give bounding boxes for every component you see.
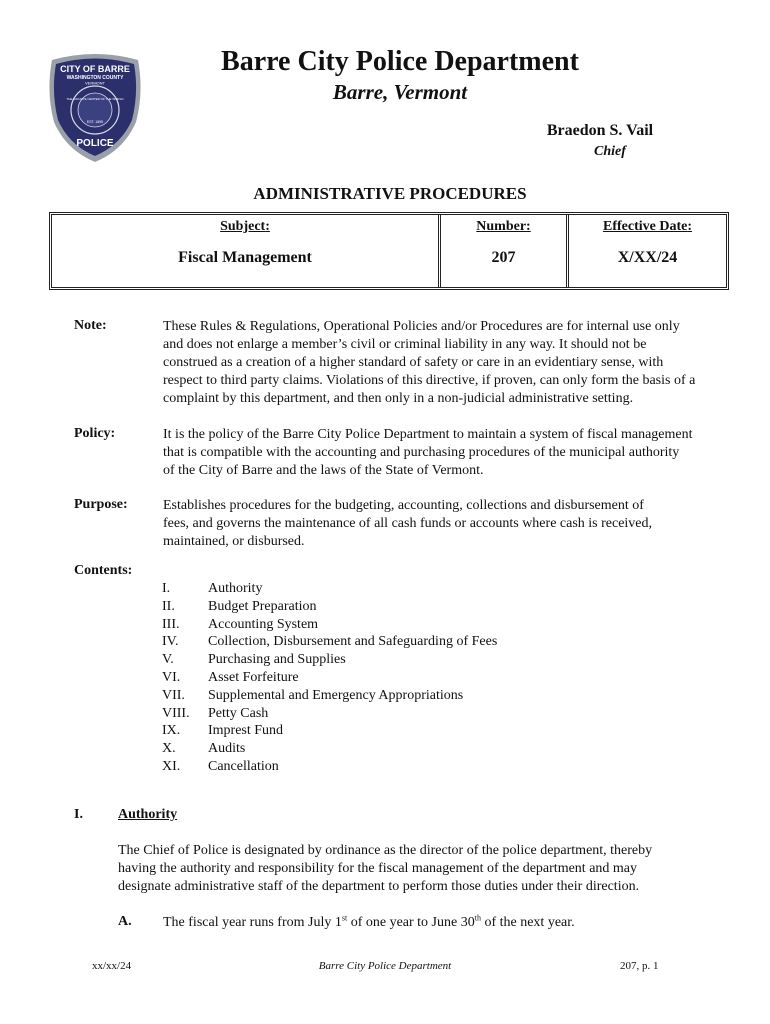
superscript: st <box>341 913 348 923</box>
toc-item <box>162 740 497 758</box>
toc-number: IX. <box>162 723 181 739</box>
subject-label: Subject <box>220 219 266 234</box>
toc-title: Imprest Fund <box>208 723 284 739</box>
footer-department: Barre City Police Department <box>318 960 452 972</box>
badge-county-text: WASHINGTON COUNTY <box>66 75 124 81</box>
toc-item <box>162 598 497 616</box>
policy-text <box>163 426 693 480</box>
section-line: The Chief of Police is designated by ordinance as the director of the police department, thereby <box>118 843 653 858</box>
date-label: Effective Date <box>602 219 688 234</box>
badge-top-text: CITY OF BARRE <box>60 64 130 74</box>
policy-line: that is compatible with the accounting and purchasing procedures of the municipal authority <box>163 445 680 460</box>
toc-title: Audits <box>208 741 246 757</box>
note-line: respect to third party claims. Violations of this directive, if proven, can only form the basis of a <box>163 373 696 388</box>
badge-bottom-text: POLICE <box>76 138 114 149</box>
policy-line: It is the policy of the Barre City Police Department to maintain a system of fiscal management <box>163 427 693 442</box>
chief-title: Chief <box>594 144 626 159</box>
toc-title: Budget Preparation <box>208 598 317 614</box>
toc-item <box>162 651 497 669</box>
toc-item <box>162 633 497 651</box>
toc-item <box>162 722 497 740</box>
number-header: Number: <box>476 219 531 234</box>
purpose-line: fees, and governs the maintenance of all cash funds or accounts where cash is received, <box>163 516 653 531</box>
toc-number: VIII. <box>162 705 190 721</box>
toc-number: XI. <box>162 758 181 774</box>
toc-title: Petty Cash <box>208 705 269 721</box>
section-line: designate administrative staff of the department to perform those duties under their direction. <box>118 879 640 894</box>
badge-state-text: VERMONT <box>85 80 105 86</box>
toc-title: Collection, Disbursement and Safeguarding of Fees <box>208 634 498 650</box>
chief-name: Braedon S. Vail <box>546 122 654 139</box>
policy-label: Policy: <box>74 426 116 441</box>
toc-number: VI. <box>162 669 181 685</box>
document-type-heading: ADMINISTRATIVE PROCEDURES <box>253 184 527 203</box>
subsection-label: A. <box>118 914 132 929</box>
footer-page-number: 207, p. 1 <box>620 960 659 972</box>
number-label: Number <box>476 219 527 234</box>
footer-date: xx/xx/24 <box>92 960 132 972</box>
purpose-line: Establishes procedures for the budgeting, accounting, collections and disbursement of <box>163 498 644 513</box>
note-line: and does not enlarge a member’s civil or criminal liability in any way. It should not be <box>163 337 647 352</box>
note-text <box>163 318 695 408</box>
badge-est-text: EST. 1895 <box>86 120 104 124</box>
purpose-label: Purpose: <box>74 497 128 512</box>
note-line: These Rules & Regulations, Operational Policies and/or Procedures are for internal use only <box>163 319 680 334</box>
toc-number: V. <box>162 652 174 668</box>
number-value: 207 <box>491 249 516 266</box>
section-line: having the authority and responsibility for the fiscal management of the department and may <box>118 861 638 876</box>
subject-header: Subject: <box>220 219 270 234</box>
toc-number: VII. <box>162 687 185 703</box>
toc-title: Cancellation <box>208 758 279 774</box>
toc-item <box>162 758 497 776</box>
toc-title: Purchasing and Supplies <box>208 652 346 668</box>
subsection-text-part: The fiscal year runs from July 1 <box>163 915 342 930</box>
date-header: Effective Date: <box>602 219 692 234</box>
section-text <box>118 842 652 896</box>
procedure-info-table <box>49 212 729 290</box>
superscript: th <box>474 913 481 923</box>
toc-item <box>162 580 497 598</box>
toc-number: III. <box>162 616 180 632</box>
contents-label: Contents: <box>74 563 133 578</box>
toc-item <box>162 705 497 723</box>
policy-line: of the City of Barre and the laws of the State of Vermont. <box>163 463 484 478</box>
purpose-text <box>163 497 652 551</box>
note-line: complaint by this department, and then only in a non-judicial administrative setting. <box>163 391 634 406</box>
toc-number: II. <box>162 598 175 614</box>
toc-number: I. <box>162 581 171 596</box>
note-line: construed as a creation of a higher standard of safety or care in an evidentiary sense, with <box>163 355 664 370</box>
toc-item <box>162 616 497 634</box>
toc-item <box>162 687 497 705</box>
badge-ring-text: THE GRANITE CENTER OF THE WORLD <box>66 97 124 101</box>
toc-title: Supplemental and Emergency Appropriations <box>208 687 464 703</box>
toc-item <box>162 669 497 687</box>
subsection-text-part: of the next year. <box>480 915 575 930</box>
department-title: Barre City Police Department <box>221 46 579 77</box>
department-location: Barre, Vermont <box>332 80 468 104</box>
toc-number: IV. <box>162 634 179 650</box>
table-of-contents <box>162 580 497 776</box>
subsection-text <box>163 914 575 932</box>
purpose-line: maintained, or disbursed. <box>163 534 305 549</box>
date-value: X/XX/24 <box>617 249 678 266</box>
toc-number: X. <box>162 741 176 757</box>
section-title: Authority <box>118 807 178 822</box>
subsection-text-part: of one year to June 30 <box>347 915 475 930</box>
section-number: I. <box>74 807 83 822</box>
toc-title: Authority <box>208 581 263 596</box>
note-label: Note: <box>74 318 107 333</box>
toc-title: Asset Forfeiture <box>208 669 299 685</box>
subject-value: Fiscal Management <box>178 249 312 266</box>
toc-title: Accounting System <box>208 616 319 632</box>
